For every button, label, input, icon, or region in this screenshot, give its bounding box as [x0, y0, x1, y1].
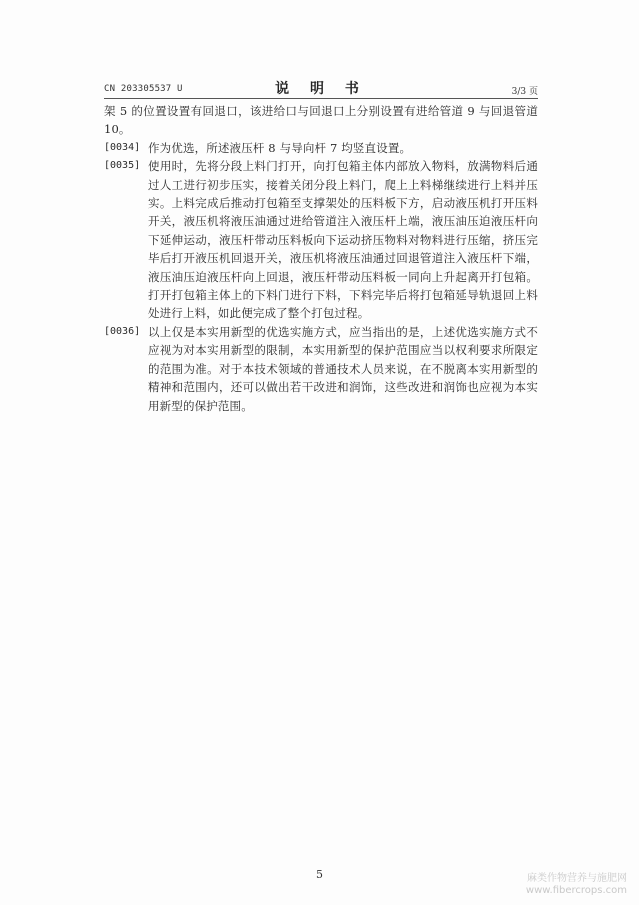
page-header — [104, 78, 538, 98]
patent-number: CN 203305537 U — [104, 84, 183, 94]
watermark-line: 麻类作物营养与施肥网 — [527, 873, 627, 884]
page-indicator: 3/3 页 — [511, 87, 538, 97]
watermark-url: www.fibercrops.com — [525, 885, 627, 896]
watermark — [526, 873, 627, 897]
paragraph-0035 — [104, 157, 538, 323]
paragraph-number: [0034] — [104, 141, 141, 153]
paragraph-text: 作为优选，所述液压杆 8 与导向杆 7 均竖直设置。 — [148, 140, 412, 155]
document-body — [104, 102, 538, 415]
paragraph-text: 使用时，先将分段上料门打开，向打包箱主体内部放入物料，放满物料后通过人工进行初步压实，接着关闭分段上料门，爬上上料梯继续进行上料并压实。上料完成后推动打包箱至支撑架处的压料板下方，启动液压机打开压料开关，液压机将液压油通过进给管道注入液压杆上端，液压油压迫液压杆向下延伸运动，液压杆带动压料板向下运动挤压物料对物料进行压缩，挤压完毕后打开液压机回退开关，液压机将液压油通过回退管道注入液压杆下端，液压油压迫液压杆向上回退，液压杆带动压料板一同向上升起离开打包箱。打开打包箱主体上的下料门进行下料，下料完毕后将打包箱延导轨退回上料处进行上料，如此便完成了整个打包过程。 — [148, 159, 538, 321]
paragraph-text: 以上仅是本实用新型的优选实施方式，应当指出的是，上述优选实施方式不应视为对本实用新型的限制，本实用新型的保护范围应当以权利要求所限定的范围为准。对于本技术领域的普通技术人员来说，在不脱离本实用新型的精神和范围内，还可以做出若干改进和润饰，这些改进和润饰也应视为本实用新型的保护范围。 — [148, 324, 538, 413]
continuation-text: 架 5 的位置设置有回退口，该进给口与回退口上分别设置有进给管道 9 与回退管道 10。 — [104, 104, 538, 137]
page-number: 5 — [316, 868, 323, 881]
paragraph-0036 — [104, 323, 538, 415]
document-title: 说 明 书 — [275, 81, 367, 97]
paragraph-number: [0036] — [104, 325, 141, 337]
header-divider — [104, 98, 538, 99]
paragraph-number: [0035] — [104, 160, 141, 172]
paragraph-0034 — [104, 139, 538, 157]
